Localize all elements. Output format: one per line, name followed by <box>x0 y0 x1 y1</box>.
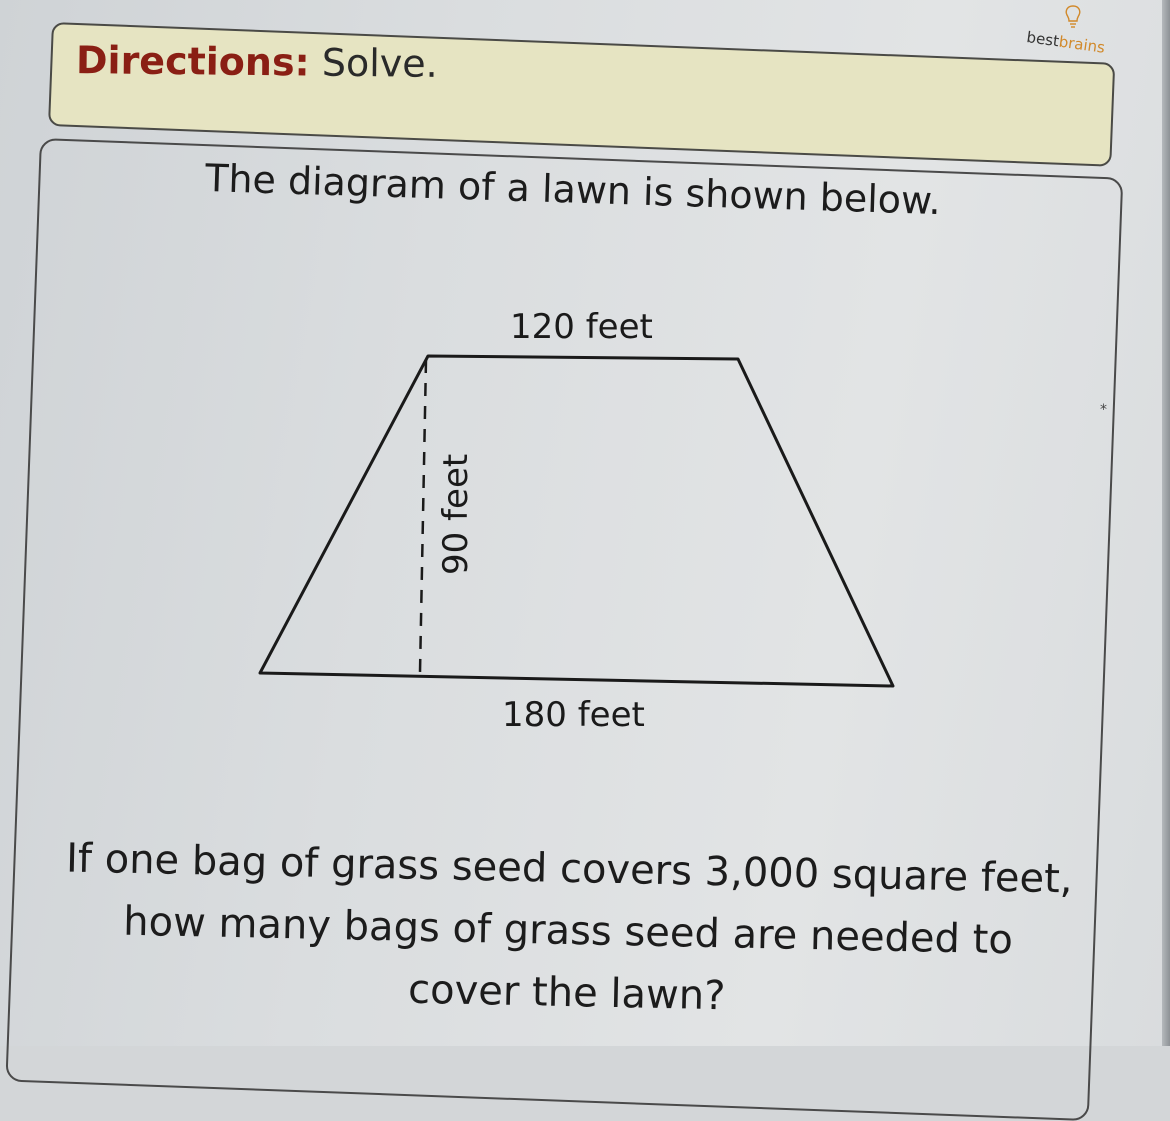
question-text <box>36 827 1100 1035</box>
question-line-3: cover the lawn? <box>407 966 726 1020</box>
brand-prefix: best <box>1025 28 1061 51</box>
height-label: 90 feet <box>436 453 476 575</box>
directions-instruction: Solve. <box>321 40 438 86</box>
bottom-base-label: 180 feet <box>502 695 645 735</box>
question-line-2: how many bags of grass seed are needed to <box>122 898 1014 964</box>
question-line-1: If one bag of grass seed covers 3,000 square feet, <box>65 835 1074 903</box>
intro-text: The diagram of a lawn is shown below. <box>204 156 942 224</box>
brand-suffix: brains <box>1057 32 1107 57</box>
top-base-label: 120 feet <box>510 307 653 347</box>
asterisk-mark: * <box>1100 402 1107 418</box>
trapezoid-shape <box>260 356 893 686</box>
directions-label: Directions: <box>75 38 311 85</box>
height-dashed-line <box>420 360 426 672</box>
